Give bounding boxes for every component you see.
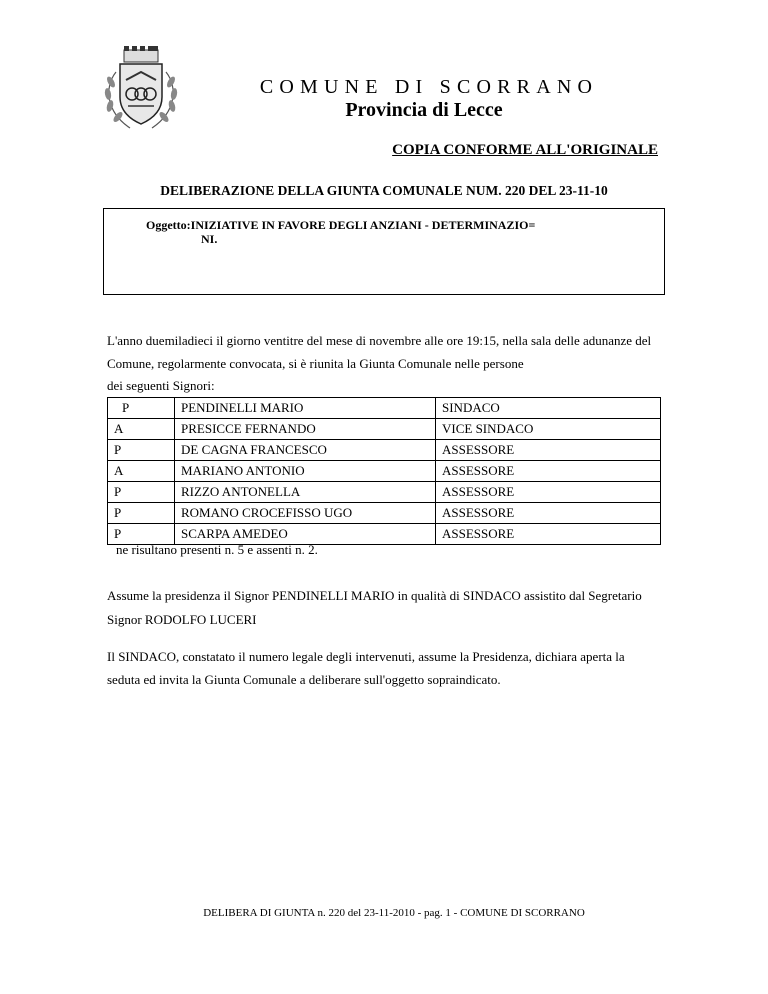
table-row xyxy=(108,461,661,482)
member-status: A xyxy=(108,419,175,440)
sindaco-line2: seduta ed invita la Giunta Comunale a deliberare sull'oggetto sopraindicato. xyxy=(107,672,501,687)
table-row xyxy=(108,503,661,524)
intro-line2: Comune, regolarmente convocata, si è riunita la Giunta Comunale nelle persone xyxy=(107,356,524,371)
member-role: ASSESSORE xyxy=(436,461,661,482)
comune-title: COMUNE DI SCORRANO xyxy=(259,76,599,98)
table-row xyxy=(108,398,661,419)
presidenza-line1: Assume la presidenza il Signor PENDINELLI MARIO in qualità di SINDACO assistito dal Segretario xyxy=(107,588,642,603)
provincia-title: Provincia di Lecce xyxy=(345,99,503,121)
member-name: SCARPA AMEDEO xyxy=(175,524,436,545)
deliberazione-heading: DELIBERAZIONE DELLA GIUNTA COMUNALE NUM. 220 DEL 23-11-10 xyxy=(160,183,608,198)
oggetto-line1: Oggetto:INIZIATIVE IN FAVORE DEGLI ANZIANI - DETERMINAZIO= xyxy=(146,218,536,232)
oggetto-box xyxy=(103,208,665,295)
oggetto-line2: NI. xyxy=(201,232,218,246)
presidenza-line2: Signor RODOLFO LUCERI xyxy=(107,612,257,627)
member-status: P xyxy=(108,440,175,461)
intro-line3: dei seguenti Signori: xyxy=(107,378,215,393)
table-row xyxy=(108,440,661,461)
members-table xyxy=(107,397,661,545)
member-role: ASSESSORE xyxy=(436,503,661,524)
member-role: VICE SINDACO xyxy=(436,419,661,440)
member-status: P xyxy=(108,398,175,419)
copia-conforme-label: COPIA CONFORME ALL'ORIGINALE xyxy=(392,142,658,158)
member-name: PENDINELLI MARIO xyxy=(175,398,436,419)
intro-line1: L'anno duemiladieci il giorno ventitre del mese di novembre alle ore 19:15, nella sala delle adunanze del xyxy=(107,333,652,348)
member-name: RIZZO ANTONELLA xyxy=(175,482,436,503)
member-role: ASSESSORE xyxy=(436,482,661,503)
member-name: ROMANO CROCEFISSO UGO xyxy=(175,503,436,524)
table-row xyxy=(108,419,661,440)
member-role: ASSESSORE xyxy=(436,440,661,461)
member-status: P xyxy=(108,524,175,545)
member-name: PRESICCE FERNANDO xyxy=(175,419,436,440)
member-status: A xyxy=(108,461,175,482)
sindaco-line1: Il SINDACO, constatato il numero legale degli intervenuti, assume la Presidenza, dichiara aperta la xyxy=(107,649,625,664)
member-name: MARIANO ANTONIO xyxy=(175,461,436,482)
page-footer: DELIBERA DI GIUNTA n. 220 del 23-11-2010 - pag. 1 - COMUNE DI SCORRANO xyxy=(203,907,585,919)
member-role: ASSESSORE xyxy=(436,524,661,545)
member-role: SINDACO xyxy=(436,398,661,419)
member-name: DE CAGNA FRANCESCO xyxy=(175,440,436,461)
table-row xyxy=(108,482,661,503)
member-status: P xyxy=(108,503,175,524)
member-status: P xyxy=(108,482,175,503)
presenti-summary: ne risultano presenti n. 5 e assenti n. 2. xyxy=(116,542,318,557)
